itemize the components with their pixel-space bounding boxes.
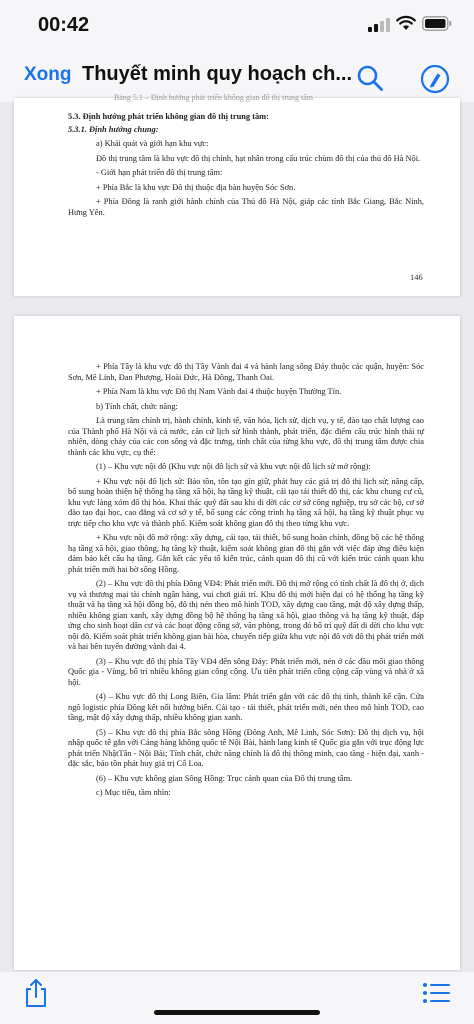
- paragraph: (1) – Khu vực nội đô (Khu vực nội đô lịch sử và khu vực nội đô lịch sử mở rộng):: [96, 462, 371, 471]
- paragraph: + Phía Tây là khu vực đô thị Tây Vành đai 4 và hành lang sông Đáy thuộc các quận, huyện: Sóc Sơn, Mê Linh, Đan Phượng, Hoài Đức, Hà Đông, Thanh Oai.: [68, 362, 424, 382]
- battery-icon: [422, 16, 452, 31]
- paragraph: (2) – Khu vực đô thị phía Đông VĐ4: Phát triển mới. Đô thị mở rộng có tính chất là đô thị ở, dịch vụ và thương mại tài chính ngân hàng, vui chơi giải trí. Khu đô thị mới hiện đại có hệ thống hạ tầng kỹ thuật và hạ tầng xã hội đồng bộ, đô thị nén theo mô hình TOD, xây dựng cao tầng, mật độ xây dựng thấp, nhiều không gian xanh, xây dựng đồng bộ hệ thống hạ tầng xã hội, giao thông và hạ tầng kỹ thuật, đáp ứng cho sinh hoạt dân cư và các hoạt động công sở, văn phòng, trong đó bố trí quỹ đất di dời cho khu vực nội đô. Kiểm soát phát triển không gian hài hòa, chuyển tiếp giữa khu vực nội đô với đô thị phát triển mới và hai bên tuyến đường vành đai 4.: [68, 579, 424, 651]
- paragraph: + Phía Bắc là khu vực Đô thị thuộc địa bàn huyện Sóc Sơn.: [96, 182, 296, 192]
- document-title: Thuyết minh quy hoạch ch...: [82, 63, 353, 85]
- wifi-icon: [396, 15, 416, 31]
- paragraph: Đô thị trung tâm là khu vực đô thị chính, hạt nhân trong cấu trúc chùm đô thị của thủ đô Hà Nội.: [96, 153, 421, 163]
- done-button[interactable]: Xong: [24, 64, 72, 85]
- page-number: 146: [410, 272, 423, 282]
- status-bar: [0, 0, 474, 52]
- paragraph: + Khu vực nội đô mở rộng: xây dựng, cải tạo, tái thiết, bổ sung hoàn chỉnh, đồng bộ các hệ thống hạ tầng xã hội, giao thông, hạ tầng kỹ thuật, kiểm soát không gian đô thị gắn với việc đáp ứng điều kiện đảm bảo kết cấu hạ tầng. Gắn kết các yếu tố kiến trúc, cảnh quan đô thị cũ với kiến trúc cảnh quan khu phát triển mới hai bờ sông Hồng.: [68, 533, 424, 574]
- home-indicator[interactable]: [154, 1010, 320, 1015]
- subsection-heading: 5.3.1. Định hướng chung:: [68, 124, 159, 134]
- paragraph: + Phía Nam là khu vực Đô thị Nam Vành đai 4 thuộc huyện Thường Tín.: [96, 387, 342, 396]
- paragraph: (3) – Khu vực đô thị phía Tây VĐ4 đến sông Đáy: Phát triển mới, nén ở các đầu mối giao thông Quốc gia - Vùng, bố trí nhiều không gian công cộng. Ưu tiên phát triển công cộng cấp vùng và nhà ở xã hội.: [68, 656, 424, 687]
- paragraph: Là trung tâm chính trị, hành chính, kinh tế, văn hóa, lịch sử, dịch vụ, y tế, đào tạo chất lượng cao của Thành phố Hà Nội và cả nước, căn cứ lịch sử hình thành, phát triển, đặc điểm cấu trúc hình thái tự nhiên, dòng chảy của các con sông và đặc trưng, tính chất của từng khu vực, đô thị trung tâm được chia thành các khu vực, cụ thể:: [68, 416, 424, 457]
- document-page-146: [14, 93, 460, 296]
- search-icon[interactable]: [356, 64, 384, 92]
- paragraph: (4) – Khu vực đô thị Long Biên, Gia lâm: Phát triển gắn với các đô thị tỉnh, thành kế cận. Cửa ngõ logistic phía Đông kết nối hướng biển. Cải tạo - tái thiết, phát triển mới, nén theo mô hình TOD, cao tầng, mật độ xây dựng thấp, nhiều không gian xanh.: [68, 692, 424, 722]
- paragraph: (5) – Khu vực đô thị phía Bắc sông Hồng (Đông Anh, Mê Linh, Sóc Sơn): Đô thị dịch vụ, hội nhập quốc tế gắn với Cảng hàng không quốc tế Nội Bài, hành lang kinh tế Quốc gia gắn với trục động lực phát triển NhậtTân - Nội Bài; Tính chất, chức năng chính là đô thị thông minh, cao tầng - hiện đại, xanh - đặc sắc, bảo tồn phát huy giá trị Cổ Loa.: [68, 727, 424, 768]
- cellular-signal-icon: [368, 18, 390, 32]
- paragraph: + Khu vực nội đô lịch sử: Bảo tồn, tôn tạo gìn giữ, phát huy các giá trị đô thị lịch sử; nâng cấp, bổ sung hoàn thiện hệ thống hạ tầng xã hội, hạ tầng kỹ thuật, cải tạo tái thiết đô thị, các khu chung cư cũ, khu vực làng xóm đô thị hóa. Khai thác quỹ đất sau khi di dời các cơ sở công nghiệp, trụ sở các bộ, cơ sở đào tạo đại học, cao đẳng và cơ sở y tế, bổ sung các công trình hạ tầng xã hội, hạ tầng kỹ thuật phục vụ trực tiếp cho khu vực và thành phố. Kiểm soát không gian đô thị theo từng khu vực.: [68, 476, 424, 528]
- paragraph: - Giới hạn phát triển đô thị trung tâm:: [96, 168, 223, 177]
- markup-icon[interactable]: [420, 64, 450, 94]
- document-page-147: [14, 316, 460, 970]
- bottom-toolbar: [0, 972, 474, 1024]
- list-icon[interactable]: [422, 982, 450, 1004]
- paragraph: b) Tính chất, chức năng:: [96, 401, 178, 411]
- cut-off-line: Bảng 5.1 – Định hướng phát triển không gian đô thị trung tâm: [114, 93, 313, 102]
- paragraph: a) Khái quát và giới hạn khu vực:: [96, 139, 209, 148]
- paragraph: + Phía Đông là ranh giới hành chính của Thủ đô Hà Nội, giáp các tỉnh Bắc Giang, Bắc Ninh, Hưng Yên.: [68, 197, 424, 217]
- section-heading: 5.3. Định hướng phát triển không gian đô thị trung tâm:: [68, 112, 269, 121]
- share-icon[interactable]: [22, 978, 50, 1008]
- paragraph: c) Mục tiêu, tầm nhìn:: [96, 788, 171, 797]
- page-body: [68, 362, 424, 799]
- page-body: [68, 112, 424, 218]
- paragraph: (6) – Khu vực không gian Sông Hồng: Trục cảnh quan của Đô thị trung tâm.: [96, 773, 353, 783]
- status-time: 00:42: [38, 14, 90, 36]
